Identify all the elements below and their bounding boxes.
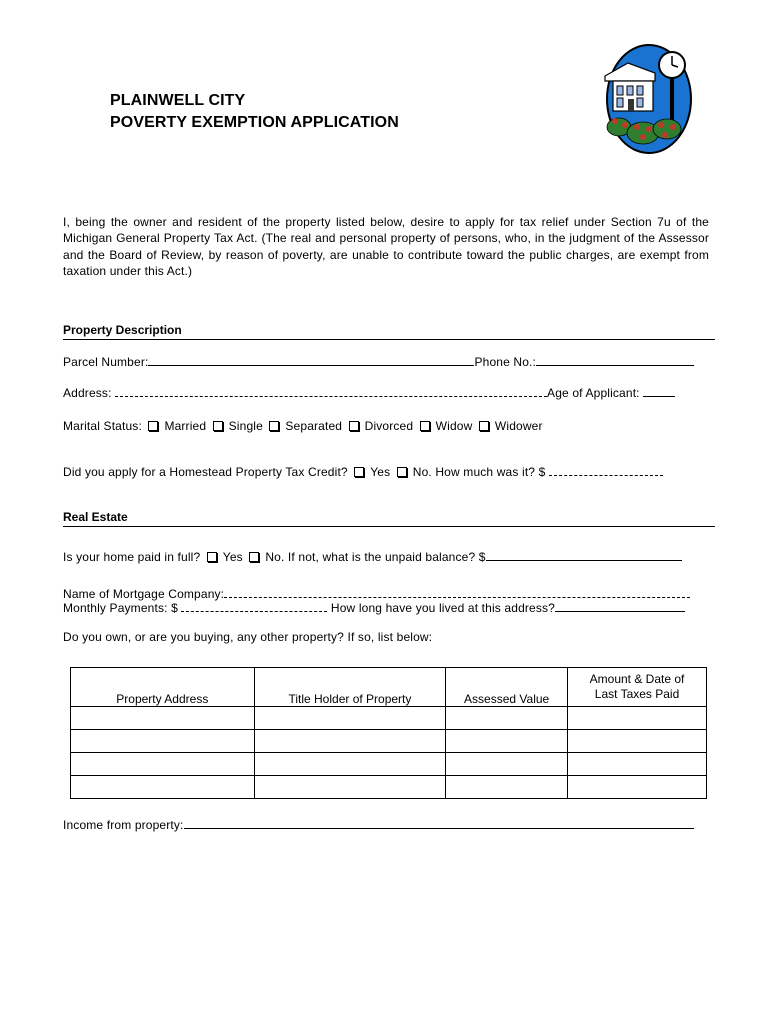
address-field[interactable] bbox=[115, 385, 547, 397]
phone-field[interactable] bbox=[536, 354, 694, 366]
parcel-phone-row bbox=[63, 354, 694, 369]
checkbox-paid-yes[interactable] bbox=[207, 552, 217, 562]
checkbox-homestead-no[interactable] bbox=[397, 467, 407, 477]
checkbox-homestead-yes[interactable] bbox=[354, 467, 364, 477]
checkbox-widower[interactable] bbox=[479, 421, 489, 431]
mortgage-company-row bbox=[63, 586, 690, 601]
table-cell[interactable] bbox=[254, 730, 446, 753]
section-heading-property-description: Property Description bbox=[63, 323, 715, 340]
parcel-number-field[interactable] bbox=[148, 354, 474, 366]
table-cell[interactable] bbox=[446, 730, 568, 753]
table-cell[interactable] bbox=[71, 707, 255, 730]
unpaid-balance-field[interactable] bbox=[486, 549, 682, 561]
paid-yes-label: Yes bbox=[222, 550, 243, 564]
mortgage-company-label: Name of Mortgage Company: bbox=[63, 587, 225, 601]
table-row bbox=[71, 776, 707, 799]
checkbox-single[interactable] bbox=[213, 421, 223, 431]
homestead-question: Did you apply for a Homestead Property Tax Credit? bbox=[63, 465, 348, 479]
paid-no-label: No. If not, what is the unpaid balance? $ bbox=[265, 550, 486, 564]
checkbox-married[interactable] bbox=[148, 421, 158, 431]
table-cell[interactable] bbox=[568, 730, 707, 753]
age-field[interactable] bbox=[643, 385, 675, 397]
column-header-property-address: Property Address bbox=[71, 668, 255, 707]
table-cell[interactable] bbox=[568, 707, 707, 730]
checkbox-paid-no[interactable] bbox=[249, 552, 259, 562]
column-header-last-taxes-paid: Amount & Date of Last Taxes Paid bbox=[568, 668, 707, 707]
homestead-credit-row bbox=[63, 464, 663, 479]
address-label: Address: bbox=[63, 386, 112, 400]
marital-status-row bbox=[63, 419, 543, 433]
other-property-question: Do you own, or are you buying, any other property? If so, list below: bbox=[63, 630, 433, 644]
table-cell[interactable] bbox=[446, 753, 568, 776]
table-cell[interactable] bbox=[71, 776, 255, 799]
table-row bbox=[71, 707, 707, 730]
mortgage-company-field[interactable] bbox=[224, 586, 690, 598]
option-separated: Separated bbox=[285, 419, 343, 433]
age-label: Age of Applicant: bbox=[547, 386, 640, 400]
option-single: Single bbox=[228, 419, 263, 433]
table-cell[interactable] bbox=[568, 753, 707, 776]
table-cell[interactable] bbox=[254, 753, 446, 776]
option-widow: Widow bbox=[435, 419, 473, 433]
parcel-number-label: Parcel Number: bbox=[63, 355, 149, 369]
option-married: Married bbox=[164, 419, 207, 433]
monthly-payments-field[interactable] bbox=[181, 600, 327, 612]
homestead-amount-field[interactable] bbox=[549, 464, 663, 476]
table-cell[interactable] bbox=[71, 730, 255, 753]
table-cell[interactable] bbox=[446, 707, 568, 730]
paid-in-full-row bbox=[63, 549, 682, 564]
column-header-assessed-value: Assessed Value bbox=[446, 668, 568, 707]
city-name: PLAINWELL CITY bbox=[110, 92, 246, 109]
table-row bbox=[71, 753, 707, 776]
how-long-field[interactable] bbox=[555, 600, 685, 612]
paid-in-full-question: Is your home paid in full? bbox=[63, 550, 201, 564]
homestead-no-label: No. How much was it? $ bbox=[412, 465, 546, 479]
income-from-property-label: Income from property: bbox=[63, 818, 184, 832]
monthly-payments-row bbox=[63, 600, 685, 615]
section-heading-real-estate: Real Estate bbox=[63, 510, 715, 527]
table-header-row bbox=[71, 668, 707, 707]
monthly-payments-label: Monthly Payments: $ bbox=[63, 601, 178, 615]
homestead-yes-label: Yes bbox=[370, 465, 391, 479]
how-long-label: How long have you lived at this address? bbox=[330, 601, 556, 615]
intro-paragraph: I, being the owner and resident of the property listed below, desire to apply for tax relief under Section 7u of the Michigan General Property Tax Act. (The real and personal property of persons, who, in the judgment of the Assessor and the Board of Review, by reason of poverty, are unable to contribute toward the public charges, are exempt from taxation under this Act.) bbox=[63, 215, 709, 278]
phone-label: Phone No.: bbox=[474, 355, 537, 369]
table-cell[interactable] bbox=[254, 707, 446, 730]
table-cell[interactable] bbox=[71, 753, 255, 776]
column-header-title-holder: Title Holder of Property bbox=[254, 668, 446, 707]
income-from-property-field[interactable] bbox=[184, 817, 694, 829]
other-property-table bbox=[70, 667, 707, 799]
checkbox-separated[interactable] bbox=[269, 421, 279, 431]
checkbox-divorced[interactable] bbox=[349, 421, 359, 431]
option-widower: Widower bbox=[494, 419, 543, 433]
table-cell[interactable] bbox=[446, 776, 568, 799]
checkbox-widow[interactable] bbox=[420, 421, 430, 431]
marital-status-label: Marital Status: bbox=[63, 419, 142, 433]
table-cell[interactable] bbox=[568, 776, 707, 799]
page-title: POVERTY EXEMPTION APPLICATION bbox=[110, 114, 399, 131]
table-cell[interactable] bbox=[254, 776, 446, 799]
city-logo bbox=[603, 41, 695, 157]
option-divorced: Divorced bbox=[364, 419, 414, 433]
income-from-property-row bbox=[63, 817, 694, 832]
table-row bbox=[71, 730, 707, 753]
address-age-row bbox=[63, 385, 675, 400]
